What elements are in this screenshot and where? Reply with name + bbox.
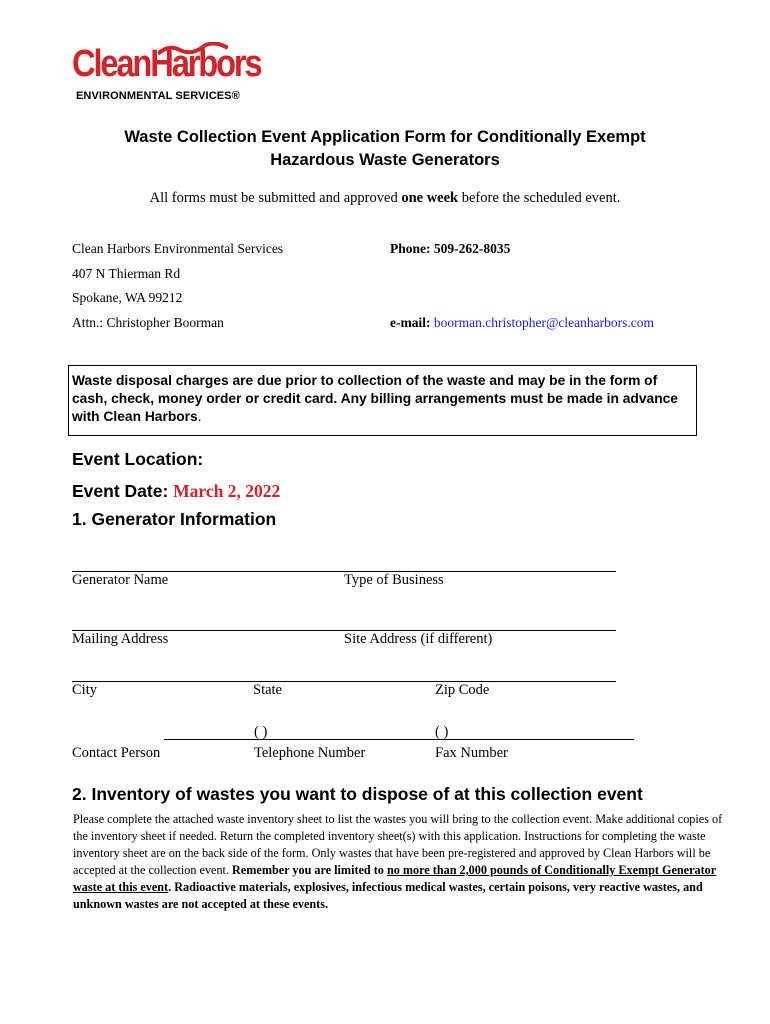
email-line	[390, 315, 654, 331]
weight-limit: no more than 2,000 pounds of Conditionally Exempt Generator waste at this event	[73, 863, 717, 894]
remember-period: .	[168, 880, 172, 894]
notice-emphasis: one week	[401, 190, 459, 206]
telephone-parentheses: ( )	[254, 724, 268, 740]
charges-notice-period: .	[197, 409, 202, 424]
attention-line: Attn.: Christopher Boorman	[72, 315, 224, 330]
charges-notice-text: Waste disposal charges are due prior to collection of the waste and may be in the form of cash, check, money order or credit card. Any billing arrangements must be made in advance with Clean Harbors	[72, 373, 678, 424]
company-name: Clean Harbors Environmental Services	[72, 241, 284, 256]
submission-notice	[0, 190, 770, 207]
fax-parentheses: ( )	[435, 724, 449, 740]
event-location-label: Event Location:	[72, 449, 204, 469]
event-date-label: Event Date:	[72, 481, 169, 501]
contact-person-label: Contact Person	[72, 745, 161, 761]
contact-line[interactable]	[164, 739, 634, 740]
generator-name-label: Generator Name	[72, 572, 169, 588]
street-address: 407 N Thierman Rd	[72, 266, 181, 281]
site-address-label: Site Address (if different)	[344, 631, 493, 647]
restriction-text: Radioactive materials, explosives, infectious medical wastes, certain poisons, very reactive wastes, and unknown wastes are not accepted at these events.	[73, 880, 703, 911]
logo-wave-icon	[158, 42, 228, 56]
zip-label: Zip Code	[435, 682, 490, 698]
notice-after: before the scheduled event.	[458, 190, 621, 206]
type-of-business-label: Type of Business	[344, 572, 444, 588]
email-link[interactable]: boorman.christopher@cleanharbors.com	[433, 315, 654, 330]
city-label: City	[72, 682, 97, 698]
city-line[interactable]	[72, 681, 616, 682]
logo-brand-text: CleanHarbors	[72, 43, 261, 85]
event-date-value: March 2, 2022	[173, 481, 281, 501]
notice-before: All forms must be submitted and approved	[149, 190, 402, 206]
inventory-instructions	[73, 811, 733, 913]
section2-heading: 2. Inventory of wastes you want to dispose of at this collection event	[72, 784, 643, 804]
clean-harbors-logo	[72, 40, 261, 106]
form-title-line2: Hazardous Waste Generators	[270, 151, 500, 169]
instructions-paragraph: Please complete the attached waste inventory sheet to list the wastes you will bring to the collection event. Make additional copies of the inventory sheet if needed. Return the completed inventory sheet(s) with this application. Instructions for completing the waste inventory sheet are on the back side of the form. Only wastes that have been pre-registered and approved by Clean Harbors will be accepted at the collection event.	[73, 812, 723, 877]
telephone-label: Telephone Number	[254, 745, 366, 761]
logo-subtitle: ENVIRONMENTAL SERVICES®	[76, 90, 240, 102]
form-title-line1: Waste Collection Event Application Form for Conditionally Exempt	[124, 128, 646, 146]
event-date-row	[72, 481, 280, 502]
email-label: e-mail:	[390, 315, 431, 330]
phone-number: Phone: 509-262-8035	[390, 241, 511, 256]
city-state-zip: Spokane, WA 99212	[72, 290, 183, 305]
state-label: State	[253, 682, 282, 698]
mailing-address-label: Mailing Address	[72, 631, 169, 647]
fax-label: Fax Number	[435, 745, 508, 761]
remember-lead: Remember you are limited to	[232, 863, 387, 877]
section1-heading: 1. Generator Information	[72, 509, 277, 529]
charges-notice-box	[68, 365, 697, 436]
